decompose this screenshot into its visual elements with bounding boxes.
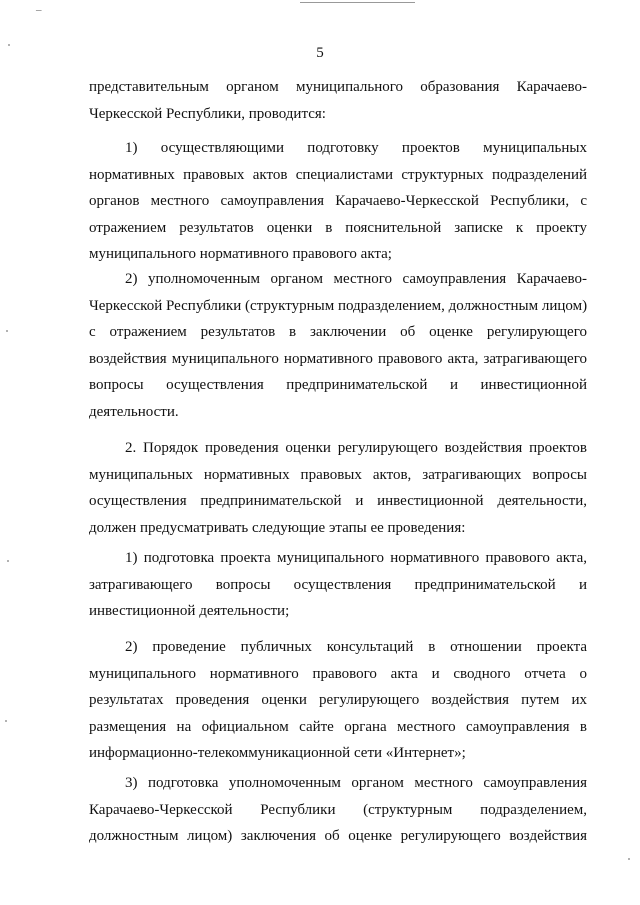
text-line: Черкесской Республики (структурным подразделением, должностным лицом) bbox=[89, 297, 587, 314]
text-line: 2) проведение публичных консультаций в отношении проекта bbox=[125, 639, 587, 655]
scan-dot bbox=[7, 560, 9, 562]
text-line: муниципального нормативного правового акта; bbox=[89, 246, 392, 262]
text-line: представительным органом муниципального образования Карачаево- bbox=[89, 79, 587, 95]
scan-edge-line bbox=[300, 2, 415, 3]
text-line: должностным лицом) заключения об оценке регулирующего воздействия bbox=[89, 828, 587, 844]
page-number: 5 bbox=[316, 45, 324, 61]
scan-dot bbox=[6, 330, 8, 332]
paragraph-item-1 bbox=[89, 135, 587, 268]
text-line: вопросы осуществления предпринимательской и инвестиционной bbox=[89, 377, 587, 393]
text-line: затрагивающего вопросы осуществления предпринимательской и bbox=[89, 576, 587, 593]
paragraph-item-2 bbox=[89, 266, 587, 425]
text-line: информационно-телекоммуникационной сети «Интернет»; bbox=[89, 745, 466, 761]
paragraph-stage-2 bbox=[89, 634, 587, 767]
paragraph-stage-3 bbox=[89, 770, 587, 850]
scan-artifact-dash: – bbox=[36, 4, 42, 16]
text-line: 2) уполномоченным органом местного самоуправления Карачаево- bbox=[125, 271, 587, 287]
text-line: воздействия муниципального нормативного правового акта, затрагивающего bbox=[89, 350, 587, 367]
text-line: муниципального нормативного правового акта и сводного отчета о bbox=[89, 665, 587, 682]
paragraph-continuation bbox=[89, 74, 587, 127]
text-line: Карачаево-Черкесской Республики (структурным подразделением, bbox=[89, 801, 587, 818]
text-line: органов местного самоуправления Карачаево-Черкесской Республики, с bbox=[89, 193, 587, 209]
scan-dot bbox=[5, 720, 7, 722]
text-line: 2. Порядок проведения оценки регулирующего воздействия проектов bbox=[125, 440, 587, 456]
text-line: 3) подготовка уполномоченным органом местного самоуправления bbox=[125, 775, 587, 791]
text-line: отражением результатов оценки в пояснительной записке к проекту bbox=[89, 219, 587, 236]
text-line: нормативных правовых актов специалистами структурных подразделений bbox=[89, 166, 587, 183]
text-line: муниципальных нормативных правовых актов, затрагивающих вопросы bbox=[89, 466, 587, 483]
paragraph-section-2 bbox=[89, 435, 587, 541]
text-line: 1) подготовка проекта муниципального нормативного правового акта, bbox=[125, 550, 587, 566]
scan-dot bbox=[628, 858, 630, 860]
text-line: осуществления предпринимательской и инвестиционной деятельности, bbox=[89, 493, 587, 509]
text-line: размещения на официальном сайте органа местного самоуправления в bbox=[89, 718, 587, 735]
text-line: должен предусматривать следующие этапы ее проведения: bbox=[89, 519, 466, 536]
text-line: Черкесской Республики, проводится: bbox=[89, 105, 326, 122]
text-line: инвестиционной деятельности; bbox=[89, 603, 290, 619]
paragraph-stage-1 bbox=[89, 545, 587, 625]
text-line: 1) осуществляющими подготовку проектов муниципальных bbox=[125, 140, 587, 156]
text-line: деятельности. bbox=[89, 403, 179, 420]
text-line: результатах проведения оценки регулирующего воздействия путем их bbox=[89, 692, 587, 708]
text-line: с отражением результатов в заключении об оценке регулирующего bbox=[89, 324, 587, 340]
